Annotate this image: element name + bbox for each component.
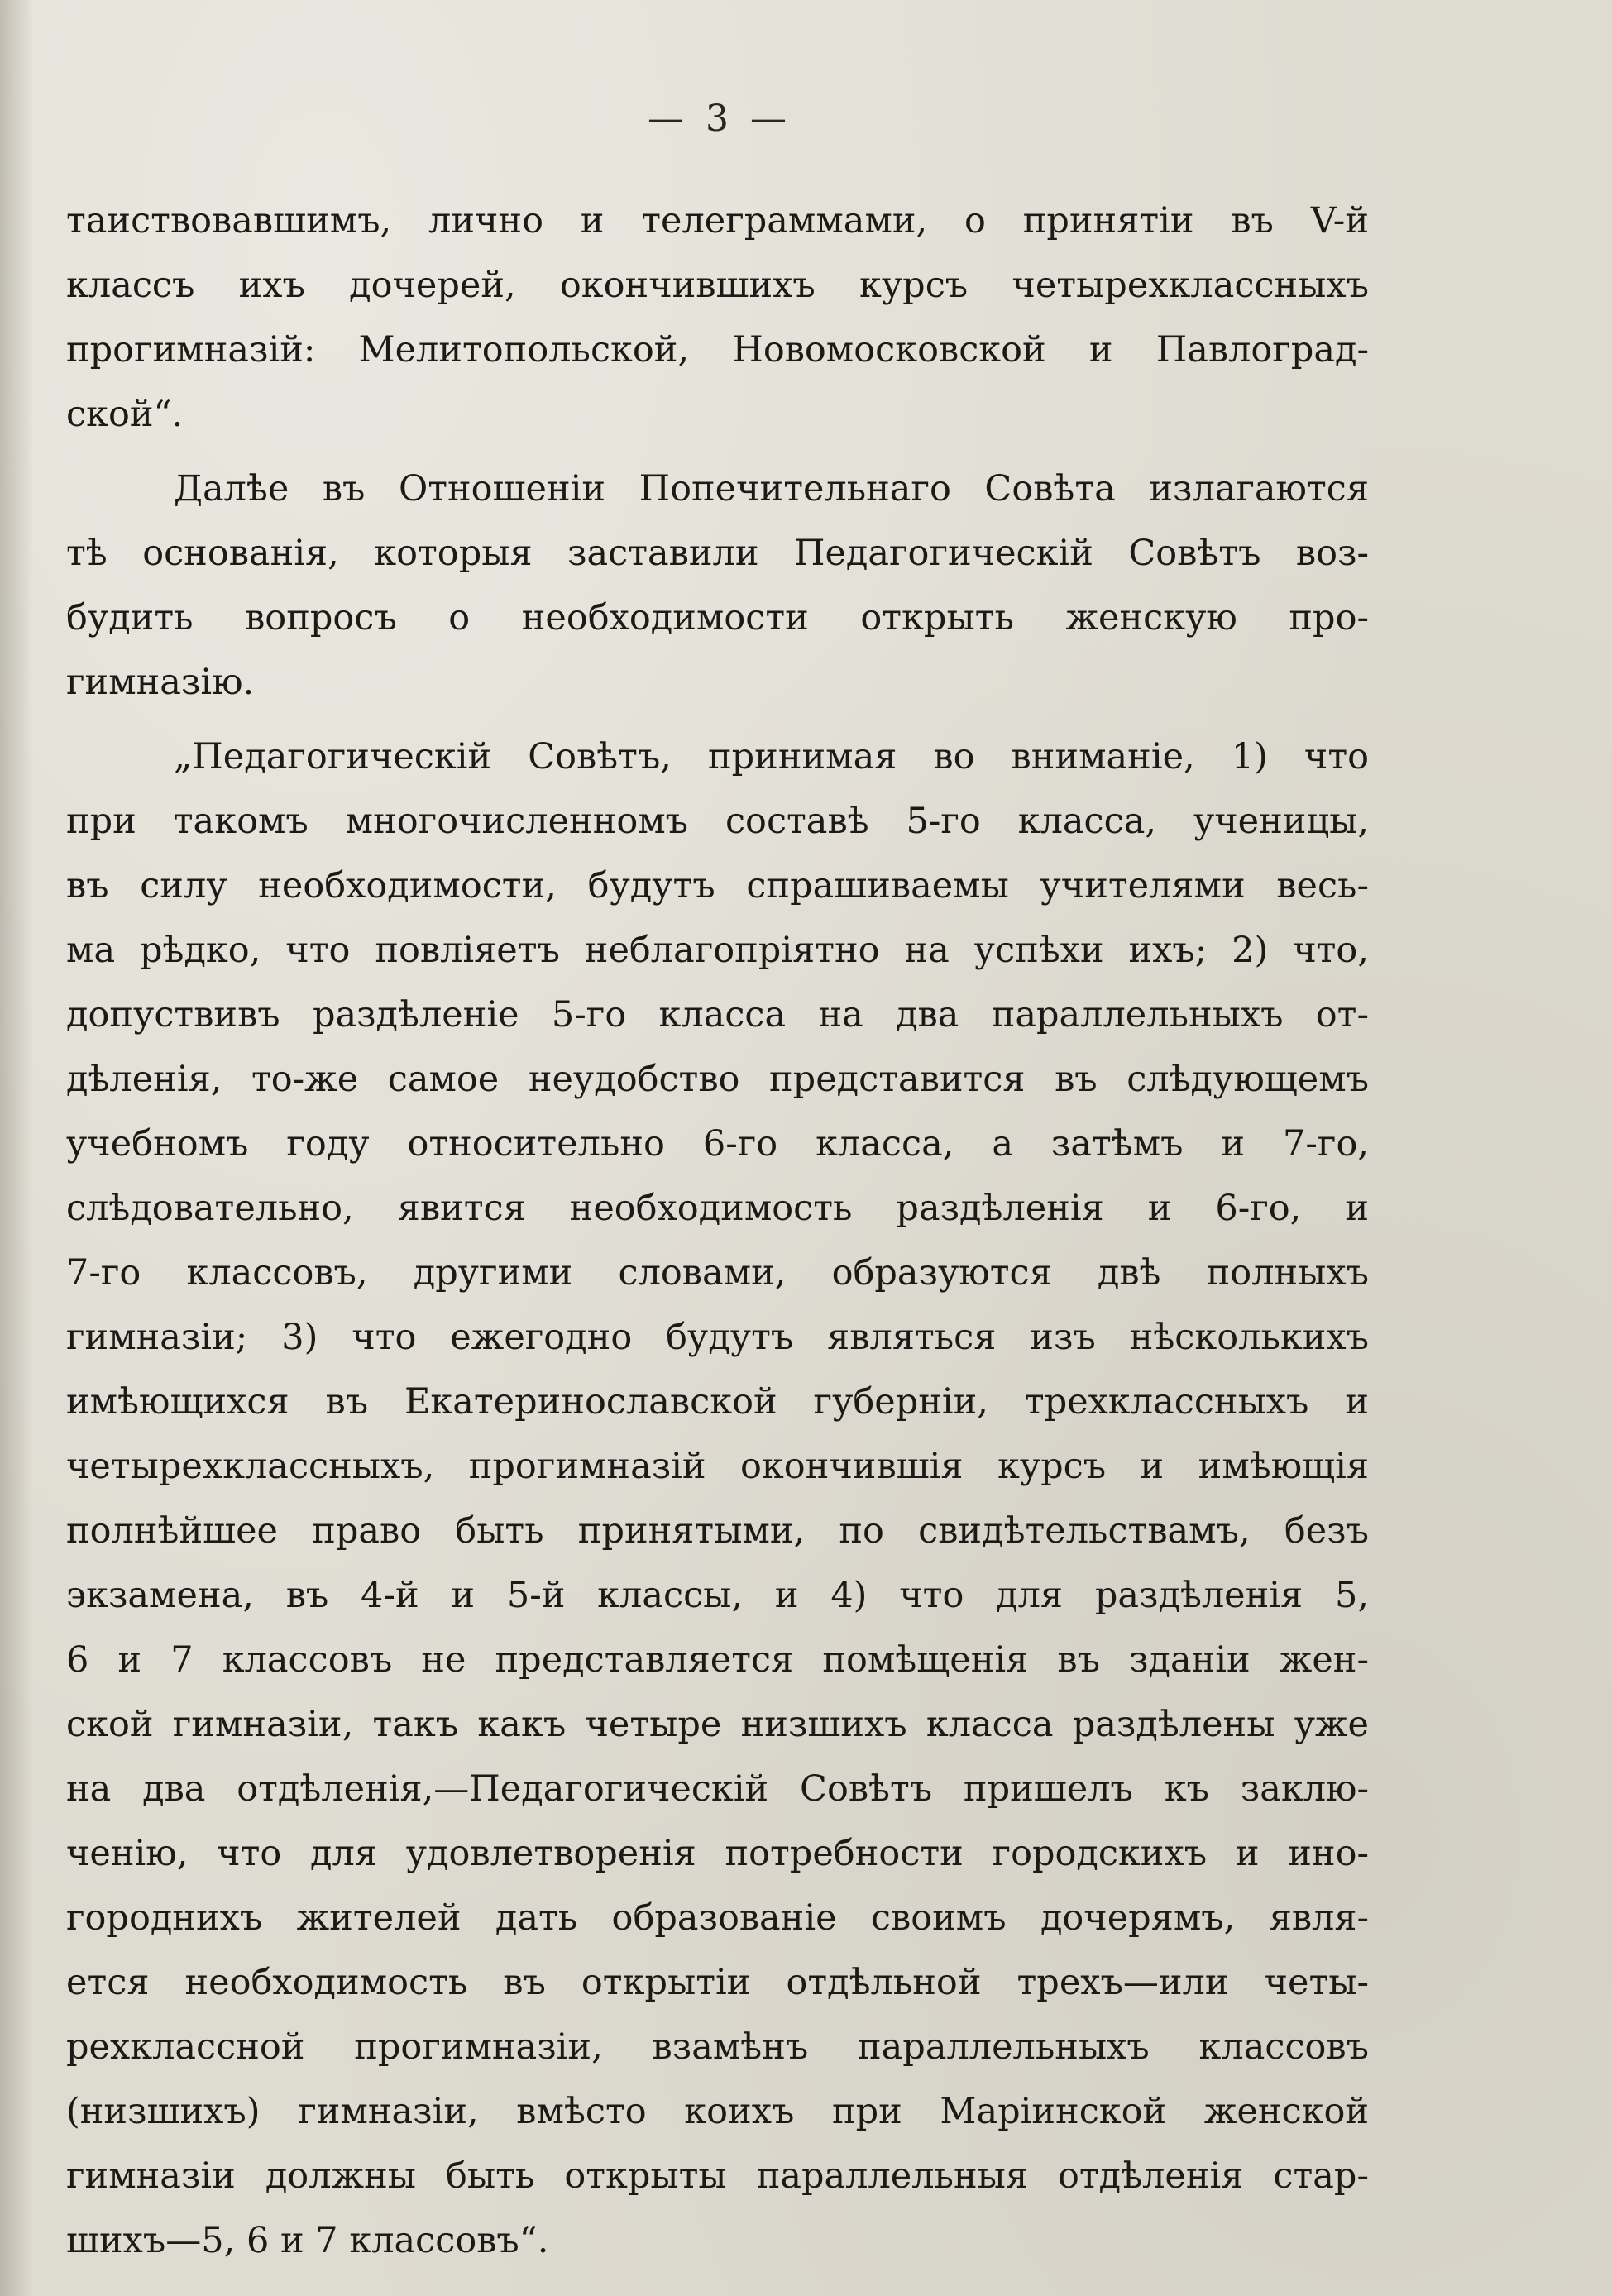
text-line: ется необходимость въ открытіи отдѣльной трехъ—или четы- bbox=[66, 1962, 1369, 2003]
text-line: гимназіи; 3) что ежегодно будутъ являться изъ нѣсколькихъ bbox=[66, 1317, 1369, 1358]
text-line: Далѣе въ Отношеніи Попечительнаго Совѣта излагаются bbox=[174, 468, 1369, 509]
text-line: въ силу необходимости, будутъ спрашиваемы учителями весь- bbox=[66, 865, 1369, 906]
text-line: четырехклассныхъ, прогимназій окончившія курсъ и имѣющія bbox=[66, 1446, 1369, 1487]
text-line: допуствивъ раздѣленіе 5-го класса на два параллельныхъ от- bbox=[66, 994, 1369, 1036]
text-line: слѣдовательно, явится необходимость раздѣленія и 6-го, и bbox=[66, 1188, 1369, 1229]
text-line: 6 и 7 классовъ не представляется помѣщенія въ зданіи жен- bbox=[66, 1639, 1369, 1681]
text-line: ской гимназіи, такъ какъ четыре низшихъ класса раздѣлены уже bbox=[66, 1704, 1369, 1745]
text-line: гимназію. bbox=[66, 662, 255, 703]
text-line: „Педагогическій Совѣтъ, принимая во вниманіе, 1) что bbox=[174, 736, 1369, 777]
text-line: ченію, что для удовлетворенія потребности городскихъ и ино- bbox=[66, 1833, 1369, 1874]
text-line: прогимназій: Мелитопольской, Новомосковской и Павлоград- bbox=[66, 329, 1369, 371]
text-line: городнихъ жителей дать образованіе своимъ дочерямъ, явля- bbox=[66, 1897, 1369, 1939]
text-line: учебномъ году относительно 6-го класса, а затѣмъ и 7-го, bbox=[66, 1123, 1369, 1165]
text-line: таиствовавшимъ, лично и телеграммами, о принятіи въ V-й bbox=[66, 200, 1369, 242]
text-line: (низшихъ) гимназіи, вмѣсто коихъ при Маріинской женской bbox=[66, 2091, 1369, 2132]
body-text bbox=[66, 189, 1369, 2273]
text-line: будить вопросъ о необходимости открыть женскую про- bbox=[66, 597, 1369, 639]
text-line: дѣленія, то-же самое неудобство представится въ слѣдующемъ bbox=[66, 1059, 1369, 1100]
text-line: ской“. bbox=[66, 394, 184, 435]
text-line: имѣющихся въ Екатеринославской губерніи, трехклассныхъ и bbox=[66, 1381, 1369, 1423]
text-line: экзамена, въ 4-й и 5-й классы, и 4) что для раздѣленія 5, bbox=[66, 1575, 1369, 1616]
text-line: полнѣйшее право быть принятыми, по свидѣтельствамъ, безъ bbox=[66, 1510, 1369, 1552]
paragraph-2 bbox=[66, 457, 1369, 715]
text-line: ма рѣдко, что повліяетъ неблагопріятно на успѣхи ихъ; 2) что, bbox=[66, 930, 1369, 971]
text-line: на два отдѣленія,—Педагогическій Совѣтъ пришелъ къ заклю- bbox=[66, 1768, 1369, 1810]
paragraph-3 bbox=[66, 725, 1369, 2273]
text-line: 7-го классовъ, другими словами, образуются двѣ полныхъ bbox=[66, 1252, 1369, 1294]
text-line: тѣ основанія, которыя заставили Педагогическій Совѣтъ воз- bbox=[66, 533, 1369, 574]
text-line: при такомъ многочисленномъ составѣ 5-го класса, ученицы, bbox=[66, 801, 1369, 842]
text-line: классъ ихъ дочерей, окончившихъ курсъ четырехклассныхъ bbox=[66, 265, 1369, 306]
text-line: шихъ—5, 6 и 7 классовъ“. bbox=[66, 2220, 549, 2261]
page-number: — 3 — bbox=[648, 98, 792, 140]
text-line: рехклассной прогимназіи, взамѣнъ параллельныхъ классовъ bbox=[66, 2026, 1369, 2068]
page-edge-shadow bbox=[0, 0, 33, 2296]
text-line: гимназіи должны быть открыты параллельныя отдѣленія стар- bbox=[66, 2155, 1369, 2197]
paragraph-1 bbox=[66, 189, 1369, 447]
